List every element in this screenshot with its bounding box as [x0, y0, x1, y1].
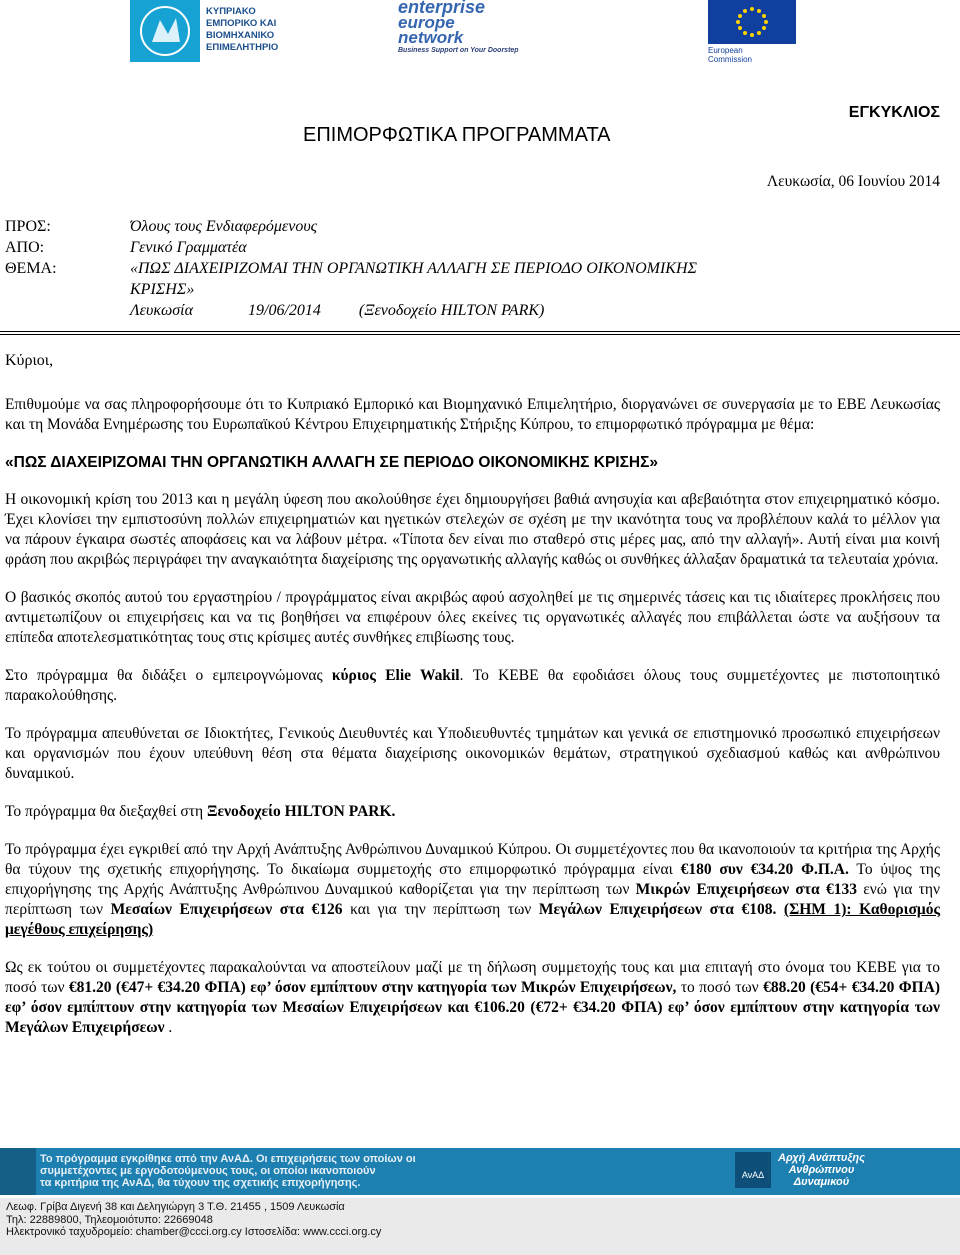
text-run: Το πρόγραμμα θα διεξαχθεί στη	[5, 803, 207, 820]
memo-subject-line-1: «ΠΩΣ ΔΙΑΧΕΙΡΙΖΟΜΑΙ ΤΗΝ ΟΡΓΑΝΩΤΙΚΗ ΑΛΛΑΓΗ ΣΕ ΠΕΡΙΟΔΟ ΟΙΚΟΝΟΜΙΚΗΣ	[130, 260, 698, 277]
paragraph-purpose: Ο βασικός σκοπός αυτού του εργαστηρίου / προγράμματος είναι ακριβώς αφού ασχοληθεί με τις σημερινές τάσεις και τις ιδιαίτερες προκλήσεις που αντιμετωπίζουν οι επιχειρήσεις και να τις βοηθήσει να επιφέρουν όλες εκείνες τις οργανωτικές αλλαγές που επιβάλλεται ώστε να αυξήσουν τα επίπεδα αποτελεσματικότητας τους στις κρίσιμες αυτές συνθήκες επιβίωσης τους.	[5, 589, 940, 646]
memo-subject-row-2	[5, 279, 945, 300]
subject-city: Λευκωσία	[130, 302, 194, 319]
footer-phone: Τηλ: 22889800, Τηλεομοιότυπο: 22669048	[6, 1213, 213, 1226]
cci-line: ΚΥΠΡΙΑΚΟ	[206, 6, 256, 17]
memo-subject-row	[5, 258, 945, 279]
small-business-amount: €133	[819, 881, 857, 898]
cci-line: ΕΠΙΜΕΛΗΤΗΡΙΟ	[206, 42, 279, 53]
text-run: ενώ για την περίπτωση των	[5, 881, 941, 918]
medium-business-label: Μεσαίων Επιχειρήσεων στα	[110, 901, 304, 918]
een-logo	[398, 0, 603, 62]
cci-line: ΕΜΠΟΡΙΚΟ ΚΑΙ	[206, 18, 277, 29]
anad-logo-icon: ΑνΑΔ	[735, 1152, 771, 1188]
greeting: Κύριοι,	[5, 352, 54, 369]
footer-line: Το πρόγραμμα εγκρίθηκε από την ΑνΑΔ. Οι επιχειρήσεις των οποίων οι	[40, 1153, 416, 1165]
text-run: και για την περίπτωση των	[342, 901, 539, 918]
size-note: (ΣΗΜ 1): Καθορισμός μεγέθους επιχείρησης)	[5, 901, 940, 938]
cci-line: ΒΙΟΜΗΧΑΝΙΚΟ	[206, 30, 275, 41]
memo-from-label: ΑΠΟ:	[5, 239, 45, 256]
cci-emblem-icon	[130, 0, 200, 62]
subject-venue: (Ξενοδοχείο HILTON PARK)	[358, 302, 545, 319]
memo-from-value: Γενικό Γραμματέα	[130, 239, 247, 256]
memo-block	[5, 216, 945, 321]
text-run: Στο πρόγραμμα θα διδάξει ο εμπειρογνώμονας	[5, 667, 332, 684]
memo-from-row	[5, 237, 945, 258]
een-line-1: enterprise	[398, 0, 486, 17]
footer-banner	[0, 1148, 960, 1195]
footer-line: τα κριτήρια της ΑνΑΔ, θα τύχουν της σχετικής επιχορήγησης.	[40, 1177, 361, 1189]
contact-footer	[0, 1198, 960, 1255]
paragraph-context: Η οικονομική κρίση του 2013 και η μεγάλη ύφεση που ακολούθησε έχει δημιουργήσει βαθιά ανησυχία και αβεβαιότητα στον επιχειρηματικό κόσμο. Έχει κλονίσει την εμπιστοσύνη πολλών επιχειρηματιών και ηγετικών στελεχών σε σχέση με την ικανότητα τους να προβλέπουν καλά το μέλλον για να πάρουν έγκαιρα σωστές αποφάσεις και να λάβουν μέτρα. «Τίποτα δεν είναι πιο σταθερό στις μέρες μας, από την αλλαγή». Αυτή είναι μια κοινή φράση που ακριβώς περιγράφει την αναγκαιότητα διαχείρισης της οργανωτικής αλλαγής καθώς οι συνθήκες άλλαξαν δραματικά τα τελευταία χρόνια.	[5, 491, 940, 568]
een-line-3: network	[398, 28, 464, 47]
memo-to-value: Όλους τους Ενδιαφερόμενους	[130, 218, 318, 235]
memo-subject-label: ΘΕΜΑ:	[5, 260, 57, 277]
ec-line-1: European	[708, 46, 743, 55]
een-line-2: europe	[398, 13, 455, 32]
header-logos	[0, 0, 960, 68]
text-run: Ως εκ τούτου οι συμμετέχοντες παρακαλούνται να αποστείλουν μαζί με τη δήλωση συμμετοχής τους και μια επιταγή στο όνομα του ΚΕΒΕ για το ποσό των	[5, 959, 940, 996]
medium-business-amount: €126	[303, 901, 343, 918]
text-run: Το πρόγραμμα έχει εγκριθεί από την Αρχή Ανάπτυξης Ανθρώπινου Δυναμικού Κύπρου. Οι συμμετέχοντες που θα ικανοποιούν τα κριτήρια της Αρχής θα τύχουν της σχετικής επιχορήγησης. Το δικαίωμα συμμετοχής στο επιμορφωτικό πρόγραμμα είναι	[5, 841, 940, 878]
small-business-payment: €81.20 (€47+ €34.20 ΦΠΑ) εφ’ όσον εμπίπτουν στην κατηγορία των Μικρών Επιχειρήσεων,	[68, 979, 677, 996]
program-headline: «ΠΩΣ ΔΙΑΧΕΙΡΙΖΟΜΑΙ ΤΗΝ ΟΡΓΑΝΩΤΙΚΗ ΑΛΛΑΓΗ ΣΕ ΠΕΡΙΟΔΟ ΟΙΚΟΝΟΜΙΚΗΣ ΚΡΙΣΗΣ»	[5, 454, 659, 471]
footer-address: Λεωφ. Γρίβα Διγενή 38 και Δεληγιώργη 3 Τ.Θ. 21455 , 1509 Λευκωσία	[6, 1201, 345, 1213]
text-run: Το ύψος της επιχορήγησης της Αρχής Ανάπτυξης Ανθρώπινου Δυναμικού καθορίζεται για την περίπτωση των	[5, 861, 940, 898]
header-divider	[0, 331, 960, 335]
anad-line: Ανθρώπινου	[788, 1164, 855, 1176]
text-run: . Το ΚΕΒΕ θα εφοδιάσει όλους τους συμμετέχοντες με πιστοποιητικό παρακολούθησης.	[5, 667, 940, 704]
memo-subject-row-3	[5, 300, 945, 321]
paragraph-instructor	[5, 666, 940, 706]
fee-amount: €180 συν €34.20 Φ.Π.Α.	[680, 861, 849, 878]
footer-line: συμμετέχοντες με εργοδοτούμενους τους, οι οποίοι ικανοποιούν	[40, 1165, 376, 1177]
circular-label: ΕΓΚΥΚΛΙΟΣ	[848, 104, 940, 121]
eu-flag-icon	[708, 0, 796, 44]
large-business-label: Μεγάλων Επιχειρήσεων στα €108	[538, 901, 773, 918]
page-title: ΕΠΙΜΟΡΦΩΤΙΚΑ ΠΡΟΓΡΑΜΜΑΤΑ	[303, 124, 611, 146]
footer-email: Ηλεκτρονικό ταχυδρομείο: chamber@ccci.org.cy Ιστοσελίδα: www.ccci.org.cy	[6, 1226, 382, 1238]
memo-to-label: ΠΡΟΣ:	[5, 218, 51, 235]
medium-large-payment: €88.20 (€54+ €34.20 ΦΠΑ) εφ’ όσον εμπίπτουν στην κατηγορία των Μεσαίων Επιχειρήσεων και €106.20 (€72+ €34.20 ΦΠΑ) εφ’ όσον εμπίπτουν στην κατηγορία των Μεγάλων Επιχειρήσεων	[5, 979, 940, 1036]
letter-body	[5, 395, 940, 1056]
instructor-name: κύριος Elie Wakil	[331, 667, 460, 684]
small-business-label: Μικρών Επιχειρήσεων στα	[635, 881, 820, 898]
paragraph-payment	[5, 958, 940, 1038]
paragraph-fees	[5, 840, 940, 940]
een-tagline: Business Support on Your Doorstep	[398, 47, 519, 54]
text-run: .	[772, 901, 784, 918]
document-date: Λευκωσία, 06 Ιουνίου 2014	[766, 173, 940, 190]
anad-name	[778, 1152, 865, 1188]
paragraph-intro: Επιθυμούμε να σας πληροφορήσουμε ότι το Κυπριακό Εμπορικό και Βιομηχανικό Επιμελητήριο, διοργανώνει σε συνεργασία με το ΕΒΕ Λευκωσίας και τη Μονάδα Ενημέρωσης του Ευρωπαϊκού Κέντρου Επιχειρηματικής Στήριξης Κύπρου, το επιμορφωτικό πρόγραμμα με θέμα:	[5, 396, 940, 433]
european-commission-logo	[708, 0, 796, 62]
text-run: το ποσό των	[676, 979, 764, 996]
text-run: .	[164, 1019, 173, 1036]
paragraph-venue	[5, 802, 940, 822]
cci-logo	[130, 0, 305, 62]
anad-line: Δυναμικού	[793, 1176, 850, 1188]
anad-line: Αρχή Ανάπτυξης	[778, 1152, 865, 1164]
memo-subject-details	[130, 300, 945, 321]
paragraph-audience: Το πρόγραμμα απευθύνεται σε Ιδιοκτήτες, Γενικούς Διευθυντές και Υποδιευθυντές τμημάτων και γενικά σε επιστημονικό προσωπικό επιχειρήσεων και οργανισμών που έχουν υπεύθυνη θέση στα θέματα διαχείρισης οικονομικών θεμάτων, στρατηγικού σχεδιασμού καθώς και ανθρώπινου δυναμικού.	[5, 725, 940, 782]
subject-date: 19/06/2014	[248, 302, 321, 319]
memo-to-row	[5, 216, 945, 237]
venue-name: Ξενοδοχείο HILTON PARK.	[206, 803, 396, 820]
footer-approval-text	[40, 1153, 416, 1189]
ec-line-2: Commission	[708, 55, 753, 64]
hrda-badge-icon	[0, 1148, 36, 1195]
memo-subject-line-2: ΚΡΙΣΗΣ»	[130, 281, 195, 298]
